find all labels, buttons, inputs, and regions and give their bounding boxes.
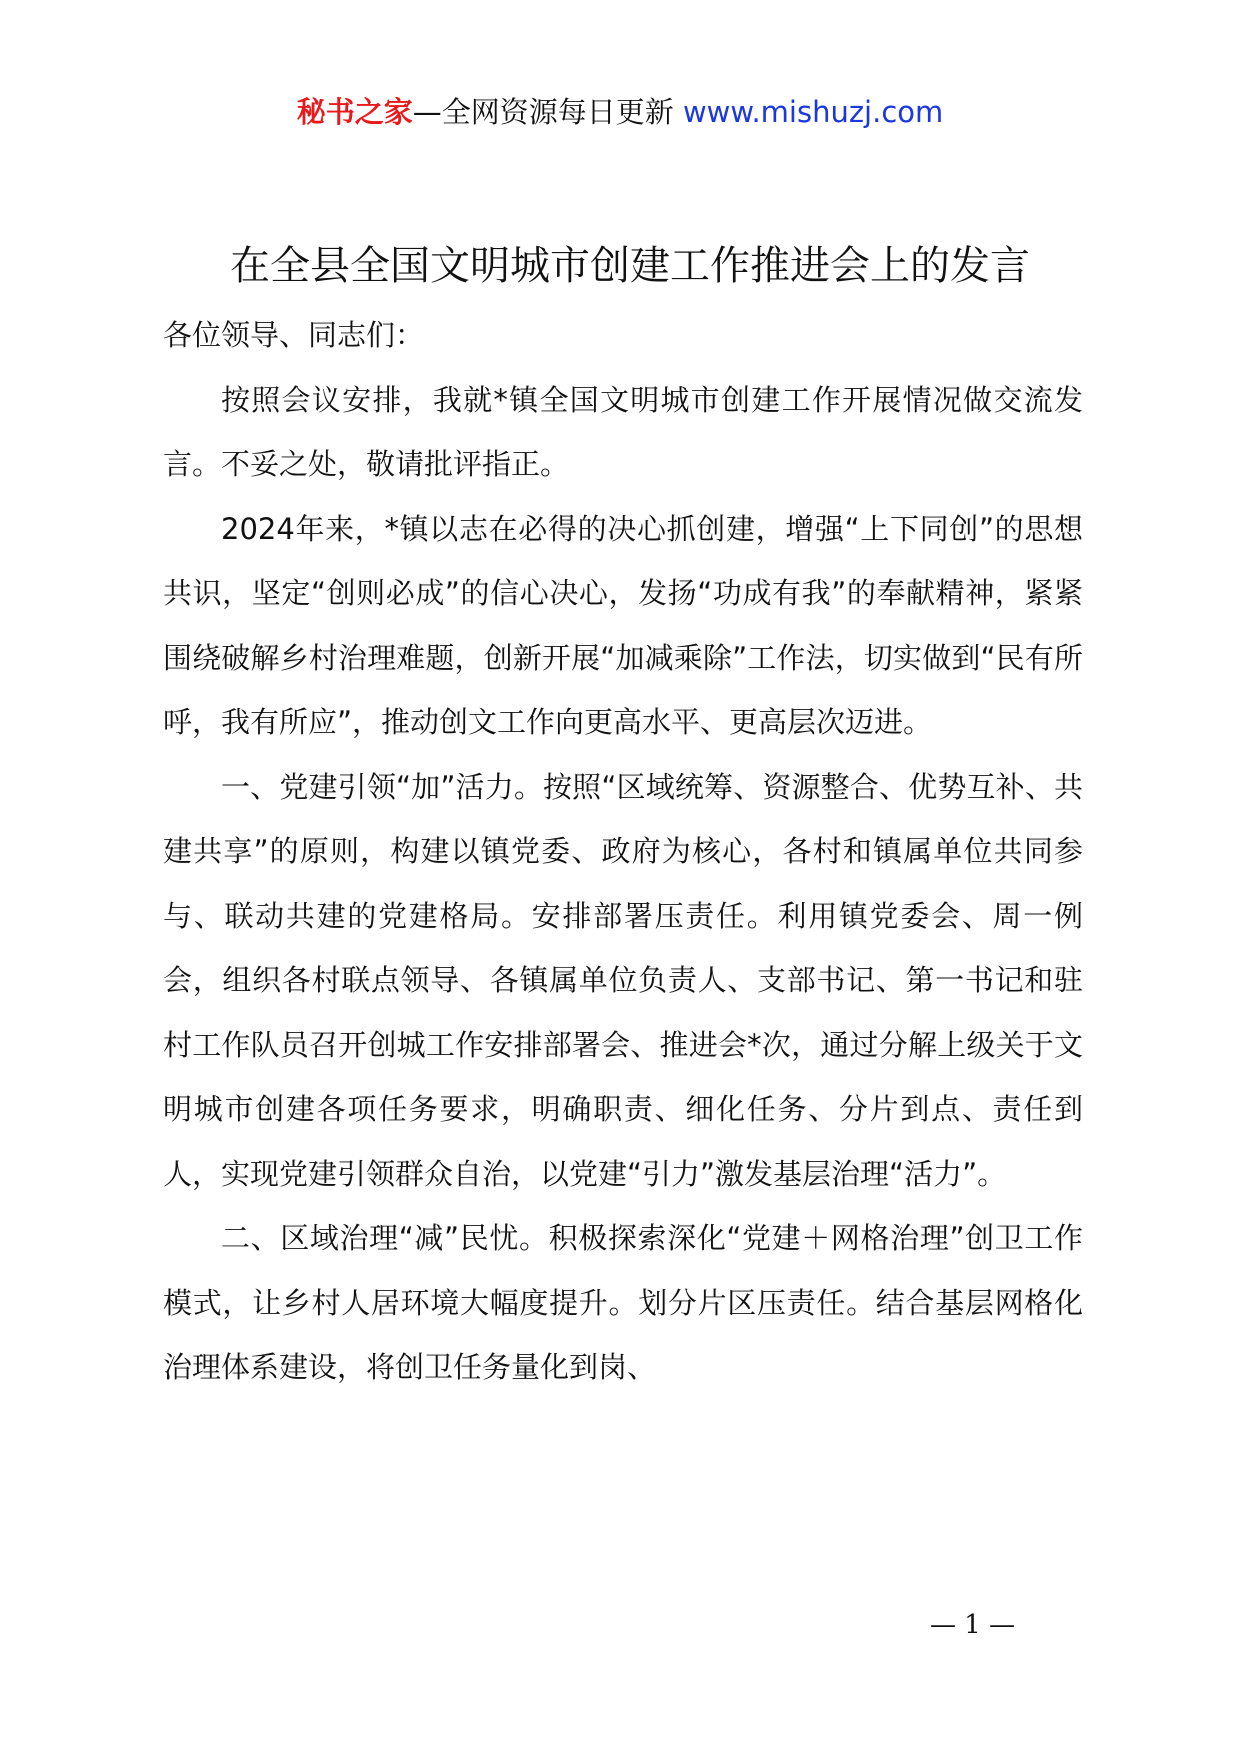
body-paragraph: 二、区域治理“减”民忧。积极探索深化“党建＋网格治理”创卫工作模式，让乡村人居环境大幅度提升。划分片区压责任。结合基层网格化治理体系建设，将创卫任务量化到岗、: [163, 1221, 1083, 1384]
document-title: 在全县全国文明城市创建工作推进会上的发言: [230, 243, 1030, 289]
header-slogan: —全网资源每日更新: [412, 95, 683, 129]
body-paragraph: 一、党建引领“加”活力。按照“区域统筹、资源整合、优势互补、共建共享”的原则，构建以镇党委、政府为核心，各村和镇属单位共同参与、联动共建的党建格局。安排部署压责任。利用镇党委会、周一例会，组织各村联点领导、各镇属单位负责人、支部书记、第一书记和驻村工作队员召开创城工作安排部署会、推进会*次，通过分解上级关于文明城市创建各项任务要求，明确职责、细化任务、分片到点、责任到人，实现党建引领群众自治，以党建“引力”激发基层治理“活力”。: [163, 769, 1083, 1191]
brand-name: 秘书之家: [296, 95, 413, 129]
document-body: [163, 303, 1083, 1400]
salutation: 各位领导、同志们：: [163, 318, 425, 352]
body-paragraph: 按照会议安排，我就*镇全国文明城市创建工作开展情况做交流发言。不妥之处，敬请批评指正。: [163, 382, 1083, 481]
website-link[interactable]: www.mishuzj.com: [682, 95, 944, 129]
page-number: — 1 —: [930, 1610, 1016, 1640]
body-paragraph: 2024年来，*镇以志在必得的决心抓创建，增强“上下同创”的思想共识，坚定“创则必成”的信心决心，发扬“功成有我”的奉献精神，紧紧围绕破解乡村治理难题，创新开展“加减乘除”工作法，切实做到“民有所呼，我有所应”，推动创文工作向更高水平、更高层次迈进。: [163, 511, 1083, 739]
page-header: [0, 92, 1240, 132]
